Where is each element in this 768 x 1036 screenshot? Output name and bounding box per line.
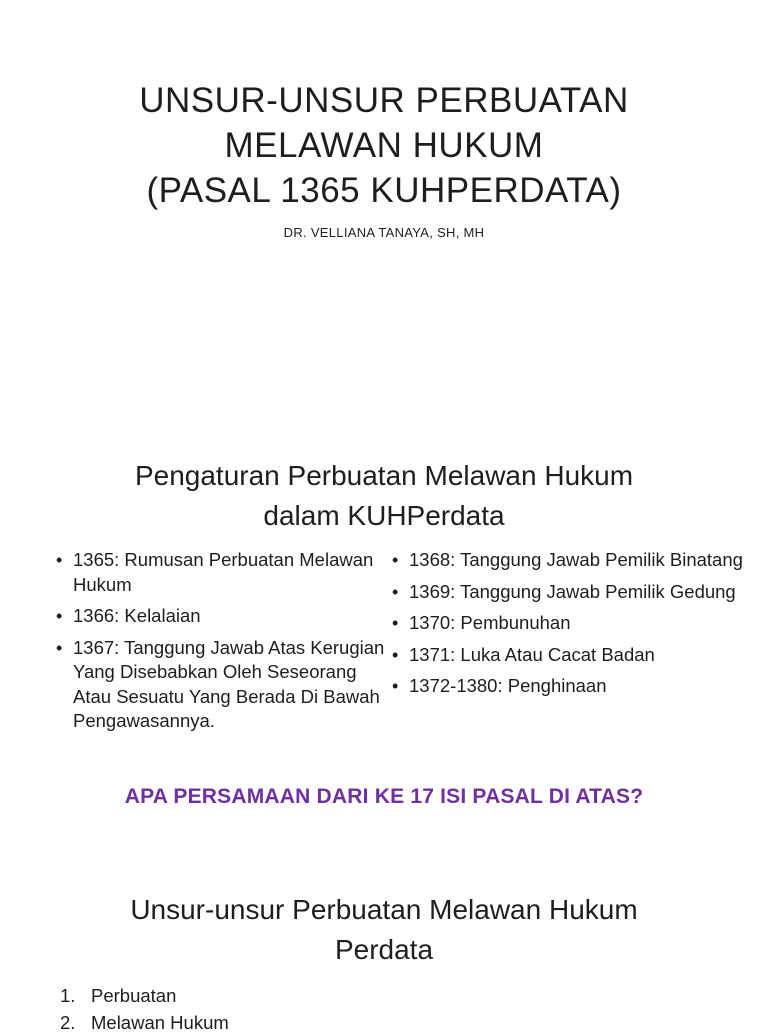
list-item: • 1372-1380: Penghinaan	[392, 674, 746, 699]
slide-3-title-line-2: Perdata	[334, 934, 434, 965]
question-text: APA PERSAMAAN DARI KE 17 ISI PASAL DI ATAS?	[124, 785, 644, 808]
list-item: • 1371: Luka Atau Cacat Badan	[392, 643, 746, 668]
article-list-right	[392, 548, 746, 741]
title-line-2: MELAWAN HUKUM	[224, 126, 544, 165]
article-list-columns	[56, 548, 746, 741]
list-item: • 1366: Kelalaian	[56, 604, 392, 629]
slide-2-title-line-2: dalam KUHPerdata	[263, 500, 505, 531]
list-item	[60, 982, 229, 1009]
list-item: • 1365: Rumusan Perbuatan Melawan Hukum	[56, 548, 392, 597]
slide-3-title-line-1: Unsur-unsur Perbuatan Melawan Hukum	[130, 894, 638, 925]
title-line-3: (PASAL 1365 KUHPERDATA)	[146, 171, 622, 210]
list-text: Perbuatan	[91, 985, 177, 1006]
list-item: • 1370: Pembunuhan	[392, 611, 746, 636]
list-number: 1.	[60, 985, 76, 1006]
elements-numbered-list	[60, 982, 229, 1036]
list-item: • 1367: Tanggung Jawab Atas Kerugian Yang Disebabkan Oleh Seseorang Atau Sesuatu Yang Berada Di Bawah Pengawasannya.	[56, 636, 392, 734]
slide-1-title-block	[0, 78, 768, 240]
list-text: Melawan Hukum	[91, 1012, 229, 1033]
slide-2-title-line-1: Pengaturan Perbuatan Melawan Hukum	[134, 460, 634, 491]
list-item: • 1369: Tanggung Jawab Pemilik Gedung	[392, 580, 746, 605]
list-item: • 1368: Tanggung Jawab Pemilik Binatang	[392, 548, 746, 573]
list-number: 2.	[60, 1012, 76, 1033]
title-line-1: UNSUR-UNSUR PERBUATAN	[139, 81, 629, 120]
article-list-left	[56, 548, 392, 741]
author-subtitle: DR. VELLIANA TANAYA, SH, MH	[283, 225, 485, 240]
slide-3-title	[0, 890, 768, 970]
list-item	[60, 1009, 229, 1036]
slide-2-title	[0, 456, 768, 536]
